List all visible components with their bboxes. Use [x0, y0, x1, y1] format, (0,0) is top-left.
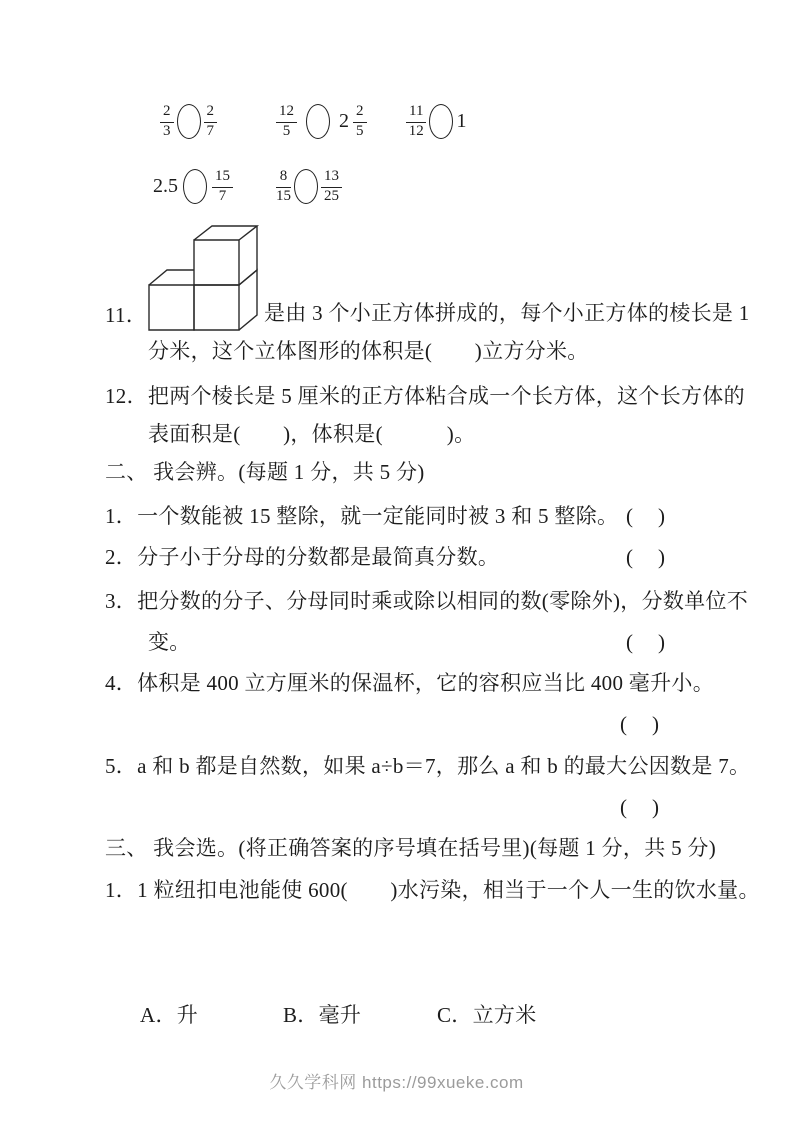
answer-bracket: ( ) — [620, 795, 661, 819]
comparison-2 — [276, 104, 367, 140]
q11-text-line2: 分米，这个立体图形的体积是( )立方分米。 — [148, 339, 589, 363]
denominator: 25 — [324, 187, 339, 204]
q11-text-line1: 是由 3 个小正方体拼成的，每个小正方体的棱长是 1 — [264, 301, 750, 325]
denominator: 12 — [408, 122, 424, 139]
numerator: 13 — [321, 169, 342, 188]
cube-figure — [148, 225, 262, 332]
q12-text-line1: 12．把两个棱长是 5 厘米的正方体粘合成一个长方体，这个长方体的 — [105, 384, 745, 408]
denominator: 7 — [218, 187, 227, 204]
comparison-4 — [153, 169, 233, 205]
numerator: 2 — [160, 104, 174, 123]
tf-question-2 — [105, 545, 667, 569]
denominator: 7 — [206, 122, 214, 139]
question-text: 2．分子小于分母的分数都是最简真分数。 — [105, 545, 500, 569]
answer-bracket: ( ) — [620, 712, 661, 736]
tf-question-5: 5．a 和 b 都是自然数，如果 a÷b＝7，那么 a 和 b 的最大公因数是 7。 — [105, 754, 751, 778]
denominator: 15 — [276, 187, 291, 204]
mc-question-1: 1．1 粒纽扣电池能使 600( )水污染，相当于一个人一生的饮水量。 — [105, 878, 760, 902]
comparison-circle — [183, 169, 207, 204]
fraction-right — [212, 169, 233, 205]
denominator: 3 — [163, 122, 171, 139]
whole-number: 2 — [339, 110, 349, 133]
fraction-left — [406, 104, 426, 140]
comparison-circle — [294, 169, 318, 204]
section3-title: 三、 我会选。(将正确答案的序号填在括号里)(每题 1 分，共 5 分) — [105, 836, 717, 860]
numerator: 2 — [353, 104, 367, 123]
fraction-left — [276, 104, 297, 140]
denominator: 5 — [282, 122, 291, 139]
fraction-right — [321, 169, 342, 205]
numerator: 11 — [406, 104, 426, 123]
option-c: C．立方米 — [437, 1003, 537, 1027]
tf-question-3-line1: 3．把分数的分子、分母同时乘或除以相同的数(零除外)，分数单位不 — [105, 589, 749, 613]
comparison-1 — [160, 104, 217, 140]
numerator: 12 — [276, 104, 297, 123]
option-a: A．升 — [140, 1003, 199, 1027]
whole-number: 1 — [456, 110, 467, 133]
tf-question-3-line2 — [148, 630, 667, 654]
tf-question-1 — [105, 504, 667, 528]
footer-watermark: 久久学科网 https://99xueke.com — [269, 1073, 524, 1092]
q12-text-line2: 表面积是( )，体积是( )。 — [148, 422, 476, 446]
fraction-left — [160, 104, 174, 140]
option-b: B．毫升 — [283, 1003, 362, 1027]
answer-bracket: ( ) — [626, 504, 667, 528]
tf-question-4: 4．体积是 400 立方厘米的保温杯，它的容积应当比 400 毫升小。 — [105, 671, 714, 695]
denominator: 5 — [356, 122, 364, 139]
fraction-left — [276, 169, 291, 205]
numerator: 15 — [212, 169, 233, 188]
question-text: 1．一个数能被 15 整除，就一定能同时被 3 和 5 整除。 — [105, 504, 619, 528]
comparison-circle — [429, 104, 453, 139]
fraction-right — [204, 104, 218, 140]
comparison-3 — [406, 104, 466, 140]
decimal-number: 2.5 — [153, 175, 178, 198]
comparison-circle — [177, 104, 201, 139]
answer-bracket: ( ) — [626, 545, 667, 569]
comparison-circle — [306, 104, 330, 139]
fraction-right — [353, 104, 367, 140]
numerator: 8 — [276, 169, 291, 188]
answer-bracket: ( ) — [626, 630, 667, 654]
numerator: 2 — [204, 104, 218, 123]
section2-title: 二、 我会辨。(每题 1 分，共 5 分) — [105, 460, 425, 484]
comparison-5 — [276, 169, 342, 205]
question-text: 变。 — [148, 630, 191, 654]
q11-number: 11． — [105, 303, 148, 327]
